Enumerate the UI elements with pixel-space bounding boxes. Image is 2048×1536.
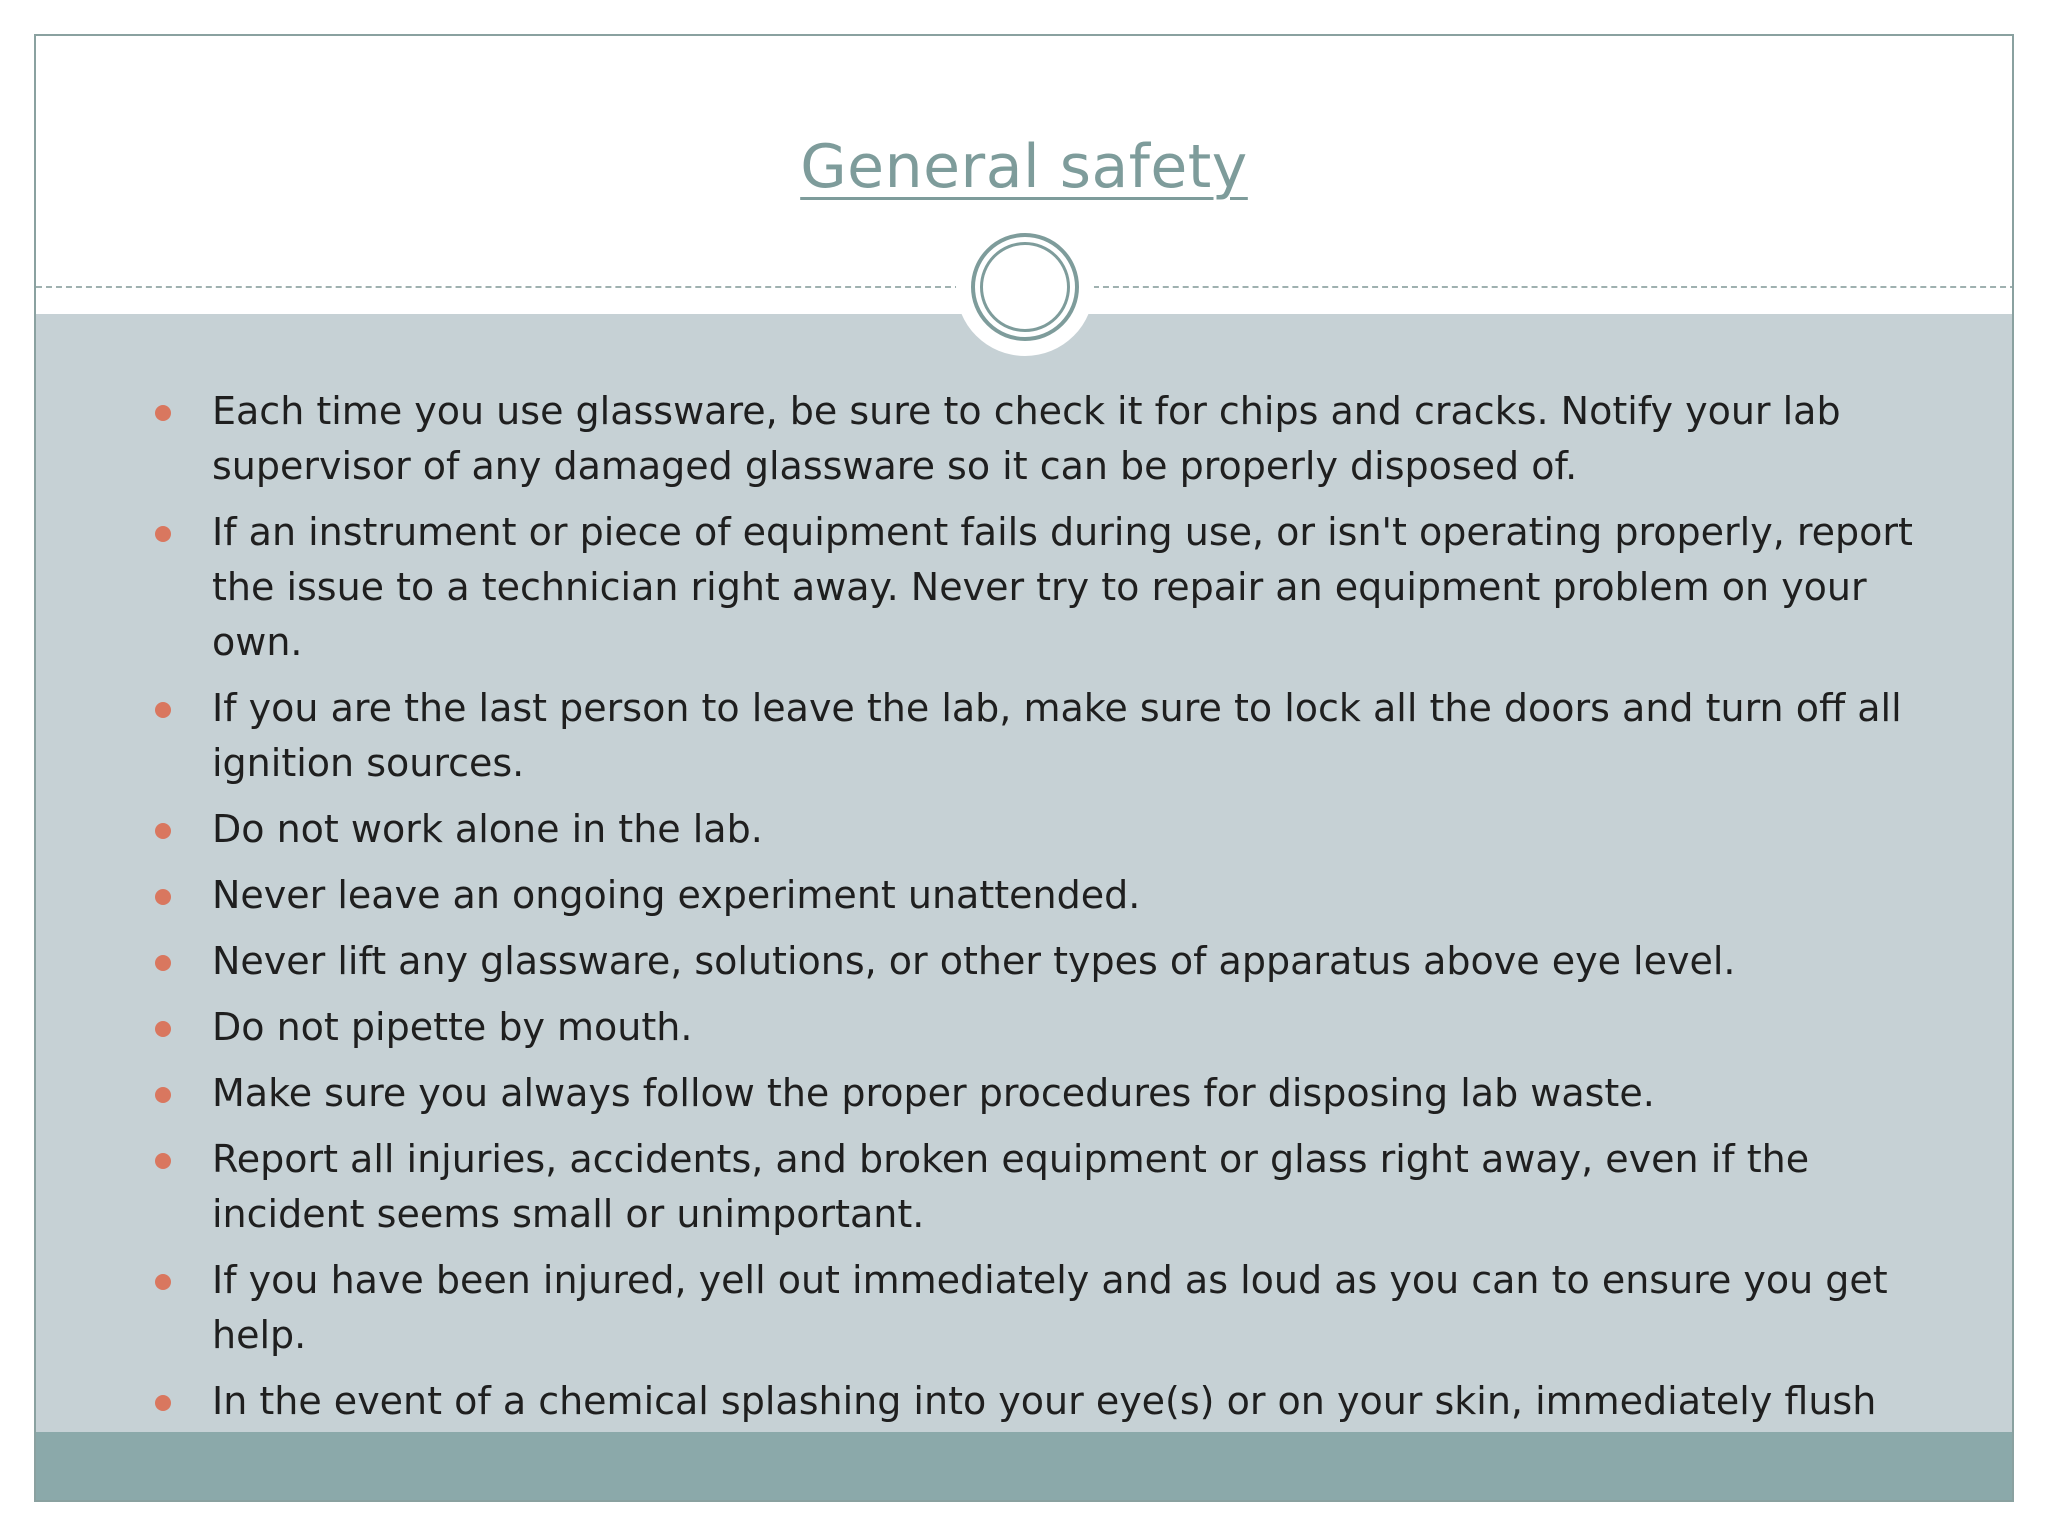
bullet-text: If you are the last person to leave the lab, make sure to lock all the doors and turn off all ignition sources.	[212, 686, 1902, 785]
slide-title: General safety	[800, 132, 1248, 202]
bullet-dot-icon	[155, 889, 171, 905]
footer-band	[36, 1432, 2012, 1502]
bullet-text: If you have been injured, yell out immediately and as loud as you can to ensure you get help.	[212, 1258, 1888, 1357]
bullet-dot-icon	[155, 526, 171, 542]
bullet-item	[36, 1000, 2012, 1055]
bullet-text: Make sure you always follow the proper procedures for disposing lab waste.	[212, 1071, 1655, 1115]
bullet-dot-icon	[155, 1087, 171, 1103]
circle-ornament-inner-icon	[980, 242, 1070, 332]
bullet-text: Never lift any glassware, solutions, or other types of apparatus above eye level.	[212, 939, 1736, 983]
bullet-item	[36, 505, 2012, 670]
bullet-dot-icon	[155, 1153, 171, 1169]
bullet-text: If an instrument or piece of equipment fails during use, or isn't operating properly, report the issue to a technician right away. Never try to repair an equipment problem on your own.	[212, 510, 1913, 664]
bullet-item	[36, 802, 2012, 857]
bullet-text: Never leave an ongoing experiment unattended.	[212, 873, 1141, 917]
bullet-dot-icon	[155, 823, 171, 839]
bullet-dot-icon	[155, 1021, 171, 1037]
bullet-dot-icon	[155, 405, 171, 421]
slide	[34, 34, 2014, 1502]
header-divider-right	[1093, 286, 2014, 288]
bullet-item	[36, 1253, 2012, 1363]
bullet-item	[36, 681, 2012, 791]
slide-body	[36, 314, 2012, 1432]
bullet-text: Do not pipette by mouth.	[212, 1005, 693, 1049]
bullet-text: Each time you use glassware, be sure to check it for chips and cracks. Notify your lab supervisor of any damaged glassware so it can be properly disposed of.	[212, 389, 1841, 488]
bullet-text: In the event of a chemical splashing into your eye(s) or on your skin, immediately flush	[212, 1379, 1877, 1423]
bullet-text: Report all injuries, accidents, and broken equipment or glass right away, even if the incident seems small or unimportant.	[212, 1137, 1810, 1236]
bullet-item	[36, 1132, 2012, 1242]
header-divider-left	[36, 286, 961, 288]
bullet-list	[36, 384, 2012, 1495]
bullet-item	[36, 868, 2012, 923]
bullet-dot-icon	[155, 702, 171, 718]
bullet-dot-icon	[155, 955, 171, 971]
bullet-item	[36, 1066, 2012, 1121]
bullet-text: Do not work alone in the lab.	[212, 807, 763, 851]
bullet-item	[36, 384, 2012, 494]
bullet-dot-icon	[155, 1395, 171, 1411]
bullet-item	[36, 934, 2012, 989]
bullet-dot-icon	[155, 1274, 171, 1290]
